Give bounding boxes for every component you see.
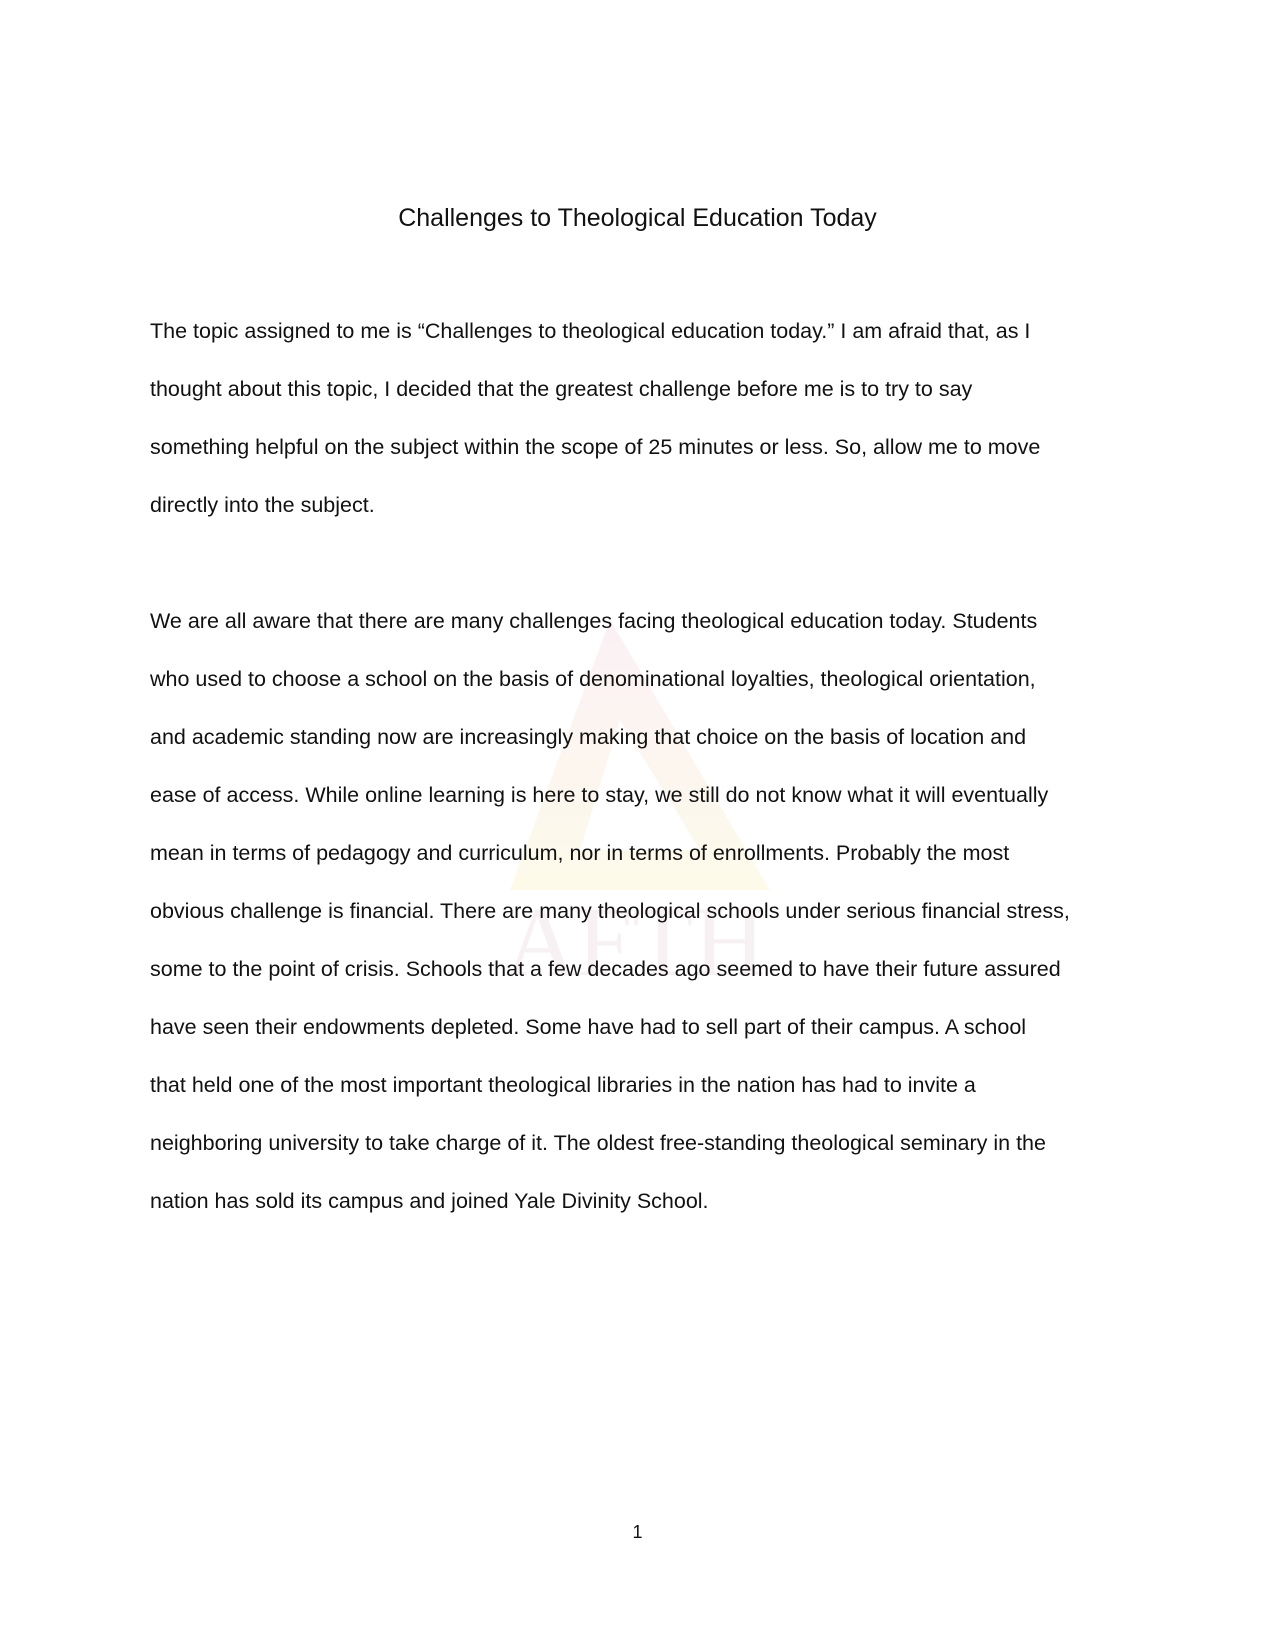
paragraph-line: who used to choose a school on the basis of denominational loyalties, theological orientation, <box>150 667 1036 691</box>
document-title: Challenges to Theological Education Today <box>398 204 877 232</box>
paragraph-line: nation has sold its campus and joined Yale Divinity School. <box>150 1189 709 1213</box>
paragraph-line: We are all aware that there are many challenges facing theological education today. Students <box>150 609 1038 633</box>
paragraph-line: some to the point of crisis. Schools that a few decades ago seemed to have their future assured <box>150 957 1061 981</box>
paragraph-line: thought about this topic, I decided that the greatest challenge before me is to try to say <box>150 377 973 401</box>
paragraph-line: The topic assigned to me is “Challenges to theological education today.” I am afraid that, as I <box>150 319 1031 343</box>
paragraph-line: obvious challenge is financial. There are many theological schools under serious financial stress, <box>150 899 1070 923</box>
watermark-text: AFTH <box>504 886 766 997</box>
paragraph-line: ease of access. While online learning is here to stay, we still do not know what it will eventually <box>150 783 1049 807</box>
page-number: 1 <box>632 1522 643 1542</box>
paragraph-line: something helpful on the subject within the scope of 25 minutes or less. So, allow me to move <box>150 435 1041 459</box>
paragraph-line: that held one of the most important theological libraries in the nation has had to invite a <box>150 1073 976 1097</box>
paragraph-line: neighboring university to take charge of it. The oldest free-standing theological seminary in the <box>150 1131 1046 1155</box>
paragraph-line: mean in terms of pedagogy and curriculum, nor in terms of enrollments. Probably the most <box>150 841 1010 865</box>
paragraph-line: have seen their endowments depleted. Some have had to sell part of their campus. A school <box>150 1015 1027 1039</box>
paragraph-line: directly into the subject. <box>150 493 375 517</box>
paragraph-line: and academic standing now are increasingly making that choice on the basis of location and <box>150 725 1027 749</box>
